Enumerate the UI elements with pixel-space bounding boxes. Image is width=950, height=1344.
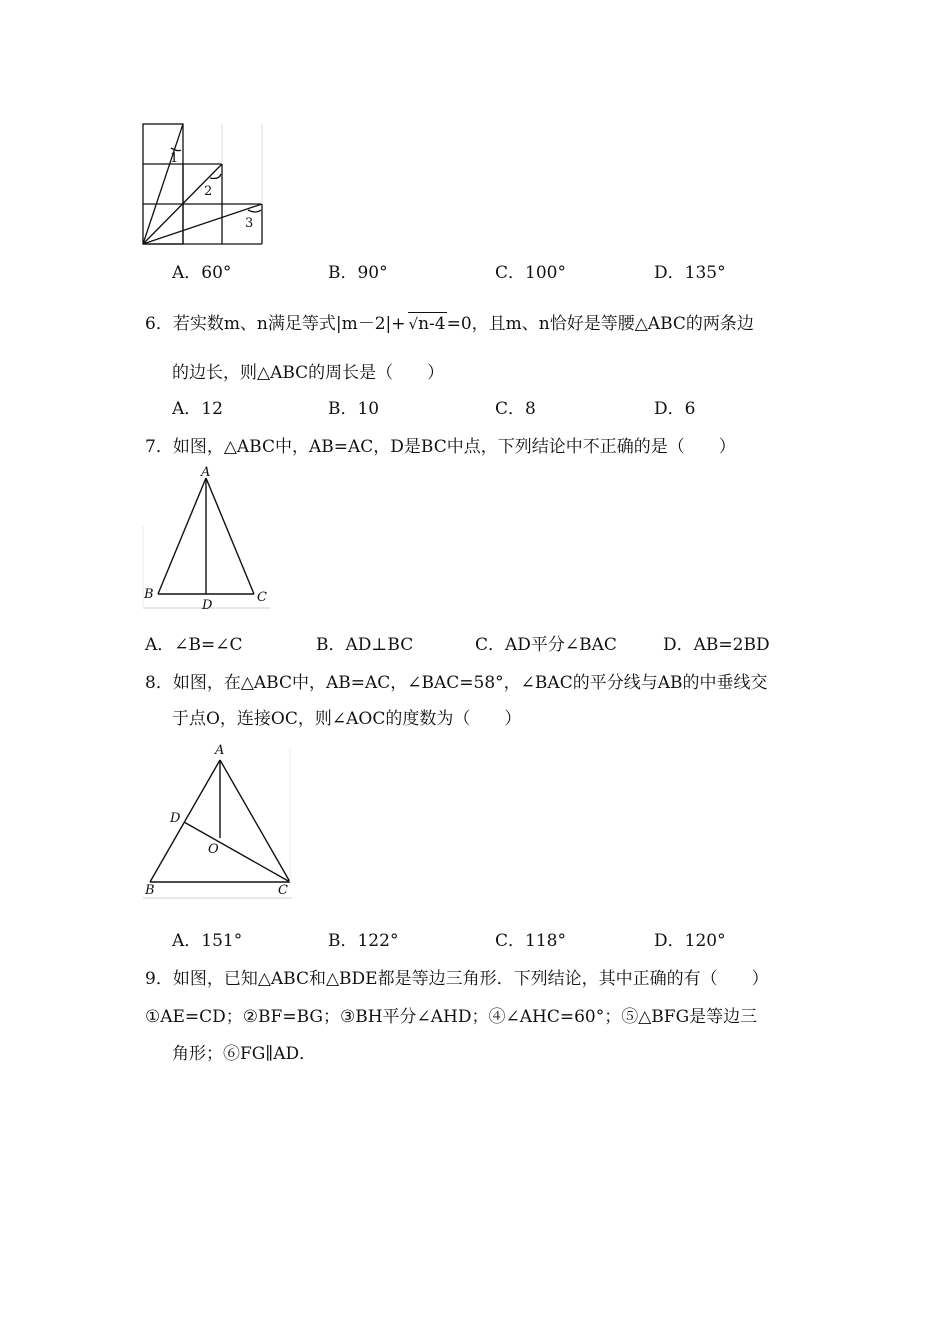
- q6-option-d: D．6: [654, 399, 696, 419]
- q8-option-c: C．118°: [495, 931, 566, 951]
- vertex-label-d: D: [202, 598, 213, 613]
- q9-question-line1: 9．如图，已知△ABC和△BDE都是等边三角形．下列结论，其中正确的有（ ）: [145, 969, 769, 989]
- q6-text-part1: 6．若实数m、n满足等式|m－2|+: [145, 314, 406, 334]
- q9-question-line3: 角形；⑥FG∥AD．: [172, 1044, 317, 1064]
- segment-dc: [184, 822, 290, 882]
- sqrt-radical-icon: √: [408, 315, 419, 333]
- sqrt-expression: [408, 312, 447, 335]
- q5-option-c: C．100°: [495, 263, 566, 283]
- vertex-label-b: B: [144, 587, 154, 602]
- side-ab: [158, 478, 206, 594]
- side-ab: [150, 760, 220, 882]
- q7-option-d: D．AB=2BD: [663, 635, 770, 655]
- vertex-label-c: C: [257, 590, 267, 605]
- q7-triangle-figure: [140, 466, 275, 614]
- q9-question-line2: ①AE=CD；②BF=BG；③BH平分∠AHD；④∠AHC=60°；⑤△BFG是等边三: [145, 1007, 758, 1027]
- q7-option-b: B．AD⊥BC: [316, 635, 414, 655]
- q8-option-b: B．122°: [328, 931, 399, 951]
- q6-option-a: A．12: [172, 399, 223, 419]
- vertex-label-a: A: [215, 743, 225, 758]
- side-ac: [220, 760, 290, 882]
- q8-question-line2: 于点O，连接OC，则∠AOC的度数为（ ）: [172, 709, 522, 729]
- q8-triangle-figure: [140, 738, 300, 900]
- q8-question-line1: 8．如图，在△ABC中，AB=AC，∠BAC=58°，∠BAC的平分线与AB的中垂线交: [145, 673, 768, 693]
- q7-question-line1: 7．如图，△ABC中，AB=AC，D是BC中点，下列结论中不正确的是（ ）: [145, 437, 736, 457]
- q5-grid-figure: [140, 122, 270, 248]
- q6-option-c: C．8: [495, 399, 536, 419]
- q6-question-line1: [145, 312, 754, 335]
- q7-option-c: C．AD平分∠BAC: [475, 635, 617, 655]
- q6-question-line2: 的边长，则△ABC的周长是（ ）: [172, 363, 445, 383]
- point-label-d: D: [170, 811, 181, 826]
- sqrt-radicand: n-4: [418, 314, 446, 334]
- q6-option-b: B．10: [328, 399, 380, 419]
- vertex-label-b: B: [145, 883, 155, 898]
- q8-option-a: A．151°: [172, 931, 243, 951]
- q6-text-part2: =0，且m、n恰好是等腰△ABC的两条边: [446, 314, 754, 334]
- q5-option-b: B．90°: [328, 263, 388, 283]
- vertex-label-a: A: [201, 466, 211, 480]
- ray-1: [143, 124, 183, 244]
- angle-label-2: 2: [204, 184, 213, 199]
- q7-option-a: A．∠B=∠C: [145, 635, 243, 655]
- point-label-o: O: [208, 842, 219, 857]
- angle-label-3: 3: [245, 216, 254, 231]
- q5-option-d: D．135°: [654, 263, 726, 283]
- q5-option-a: A．60°: [172, 263, 232, 283]
- q8-option-d: D．120°: [654, 931, 726, 951]
- angle-label-1: 1: [170, 151, 179, 166]
- side-ac: [206, 478, 254, 594]
- vertex-label-c: C: [278, 883, 288, 898]
